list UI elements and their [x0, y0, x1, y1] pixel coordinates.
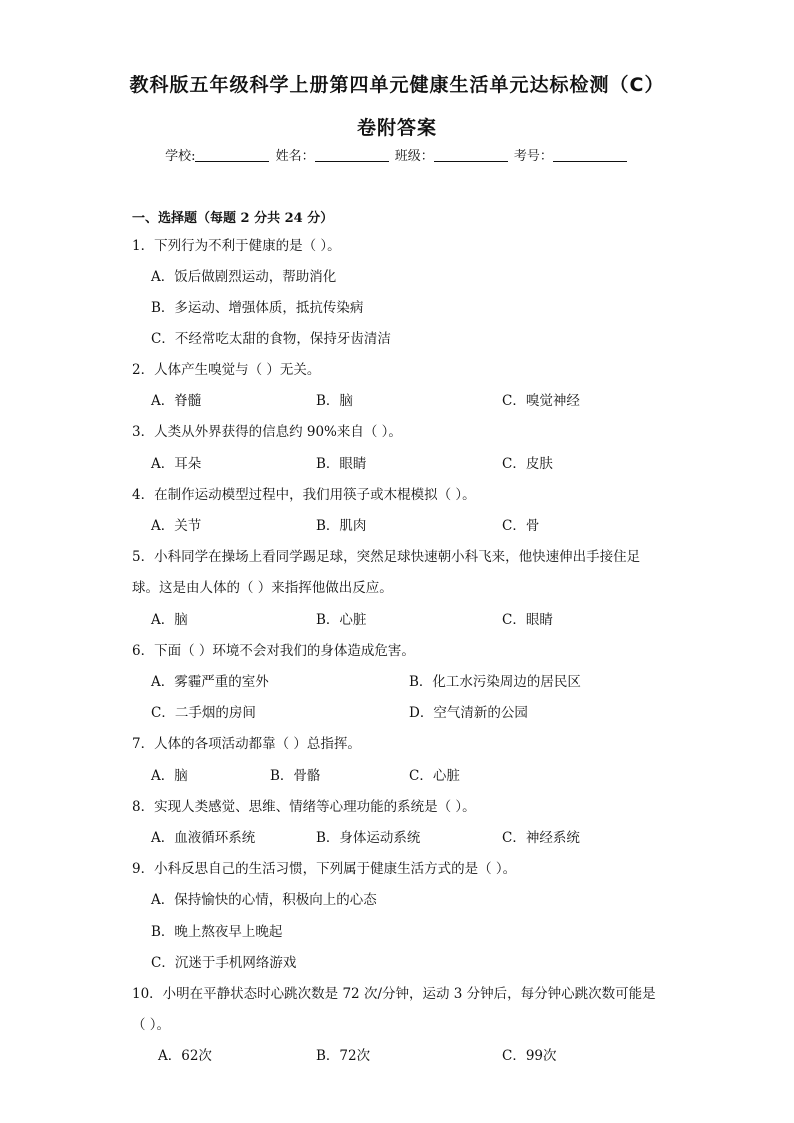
option: B．肌肉 — [316, 518, 367, 534]
school-blank[interactable] — [195, 147, 269, 162]
option: A．血液循环系统 — [151, 830, 256, 846]
name-label: 姓名： — [275, 149, 315, 164]
option: A．关节 — [151, 518, 202, 534]
question-stem: 8．实现人类感觉、思维、情绪等心理功能的系统是（ ）。 — [132, 799, 476, 815]
student-info-row — [0, 145, 794, 164]
option: A．脊髓 — [151, 393, 202, 409]
option: A．62次 — [158, 1048, 212, 1064]
school-label: 学校: — [165, 149, 196, 164]
question-stem: 4．在制作运动模型过程中，我们用筷子或木棍模拟（ ）。 — [132, 487, 476, 503]
question-stem: 9．小科反思自己的生活习惯，下列属于健康生活方式的是（ ）。 — [132, 861, 517, 877]
number-label: 考号： — [513, 149, 553, 164]
option: C．骨 — [502, 518, 540, 534]
option: C．二手烟的房间 — [151, 705, 256, 721]
option: B．化工水污染周边的居民区 — [409, 674, 581, 690]
option: B．脑 — [316, 393, 353, 409]
number-blank[interactable] — [553, 147, 627, 162]
option: A．饭后做剧烈运动，帮助消化 — [151, 269, 337, 285]
option: C．眼睛 — [502, 612, 553, 628]
question-stem-continued: 球。这是由人体的（ ）来指挥他做出反应。 — [132, 580, 393, 596]
option: B．心脏 — [316, 612, 367, 628]
question-stem: 1．下列行为不利于健康的是（ ）。 — [132, 238, 341, 254]
option: B．多运动、增强体质，抵抗传染病 — [151, 300, 364, 316]
question-stem: 7．人体的各项活动都靠（ ）总指挥。 — [132, 736, 361, 752]
question-stem-continued: （ ）。 — [132, 1017, 171, 1033]
question-stem: 10．小明在平静状态时心跳次数是 72 次/分钟，运动 3 分钟后，每分钟心跳次数可能是 — [132, 986, 656, 1002]
option: C．99次 — [502, 1048, 557, 1064]
option: B．晚上熬夜早上晚起 — [151, 924, 283, 940]
question-stem: 2．人体产生嗅觉与（ ）无关。 — [132, 362, 321, 378]
option: A．脑 — [151, 612, 188, 628]
class-blank[interactable] — [434, 147, 508, 162]
option: C．不经常吃太甜的食物，保持牙齿清洁 — [151, 331, 391, 347]
option: C．皮肤 — [502, 456, 553, 472]
page-title: 教科版五年级科学上册第四单元健康生活单元达标检测（C） — [129, 74, 665, 96]
option: A．雾霾严重的室外 — [151, 674, 269, 690]
option: C．嗅觉神经 — [502, 393, 580, 409]
option: A．脑 — [151, 768, 188, 784]
option: D．空气清新的公园 — [409, 705, 528, 721]
question-stem: 5．小科同学在操场上看同学踢足球，突然足球快速朝小科飞来，他快速伸出手接住足 — [132, 549, 641, 565]
option: C．神经系统 — [502, 830, 580, 846]
option: B．骨骼 — [270, 768, 321, 784]
page-title-continued: 卷附答案 — [356, 117, 437, 139]
name-blank[interactable] — [315, 147, 389, 162]
option: B．72次 — [316, 1048, 371, 1064]
option: B．身体运动系统 — [316, 830, 421, 846]
option: C．沉迷于手机网络游戏 — [151, 955, 297, 971]
option: C．心脏 — [409, 768, 460, 784]
option: A．耳朵 — [151, 456, 202, 472]
section-heading: 一、选择题（每题 2 分共 24 分） — [132, 211, 334, 226]
option: A．保持愉快的心情，积极向上的心态 — [151, 892, 377, 908]
question-stem: 3．人类从外界获得的信息约 90%来自（ ）。 — [132, 424, 402, 440]
option: B．眼睛 — [316, 456, 367, 472]
class-label: 班级： — [394, 149, 434, 164]
question-stem: 6．下面（ ）环境不会对我们的身体造成危害。 — [132, 643, 415, 659]
